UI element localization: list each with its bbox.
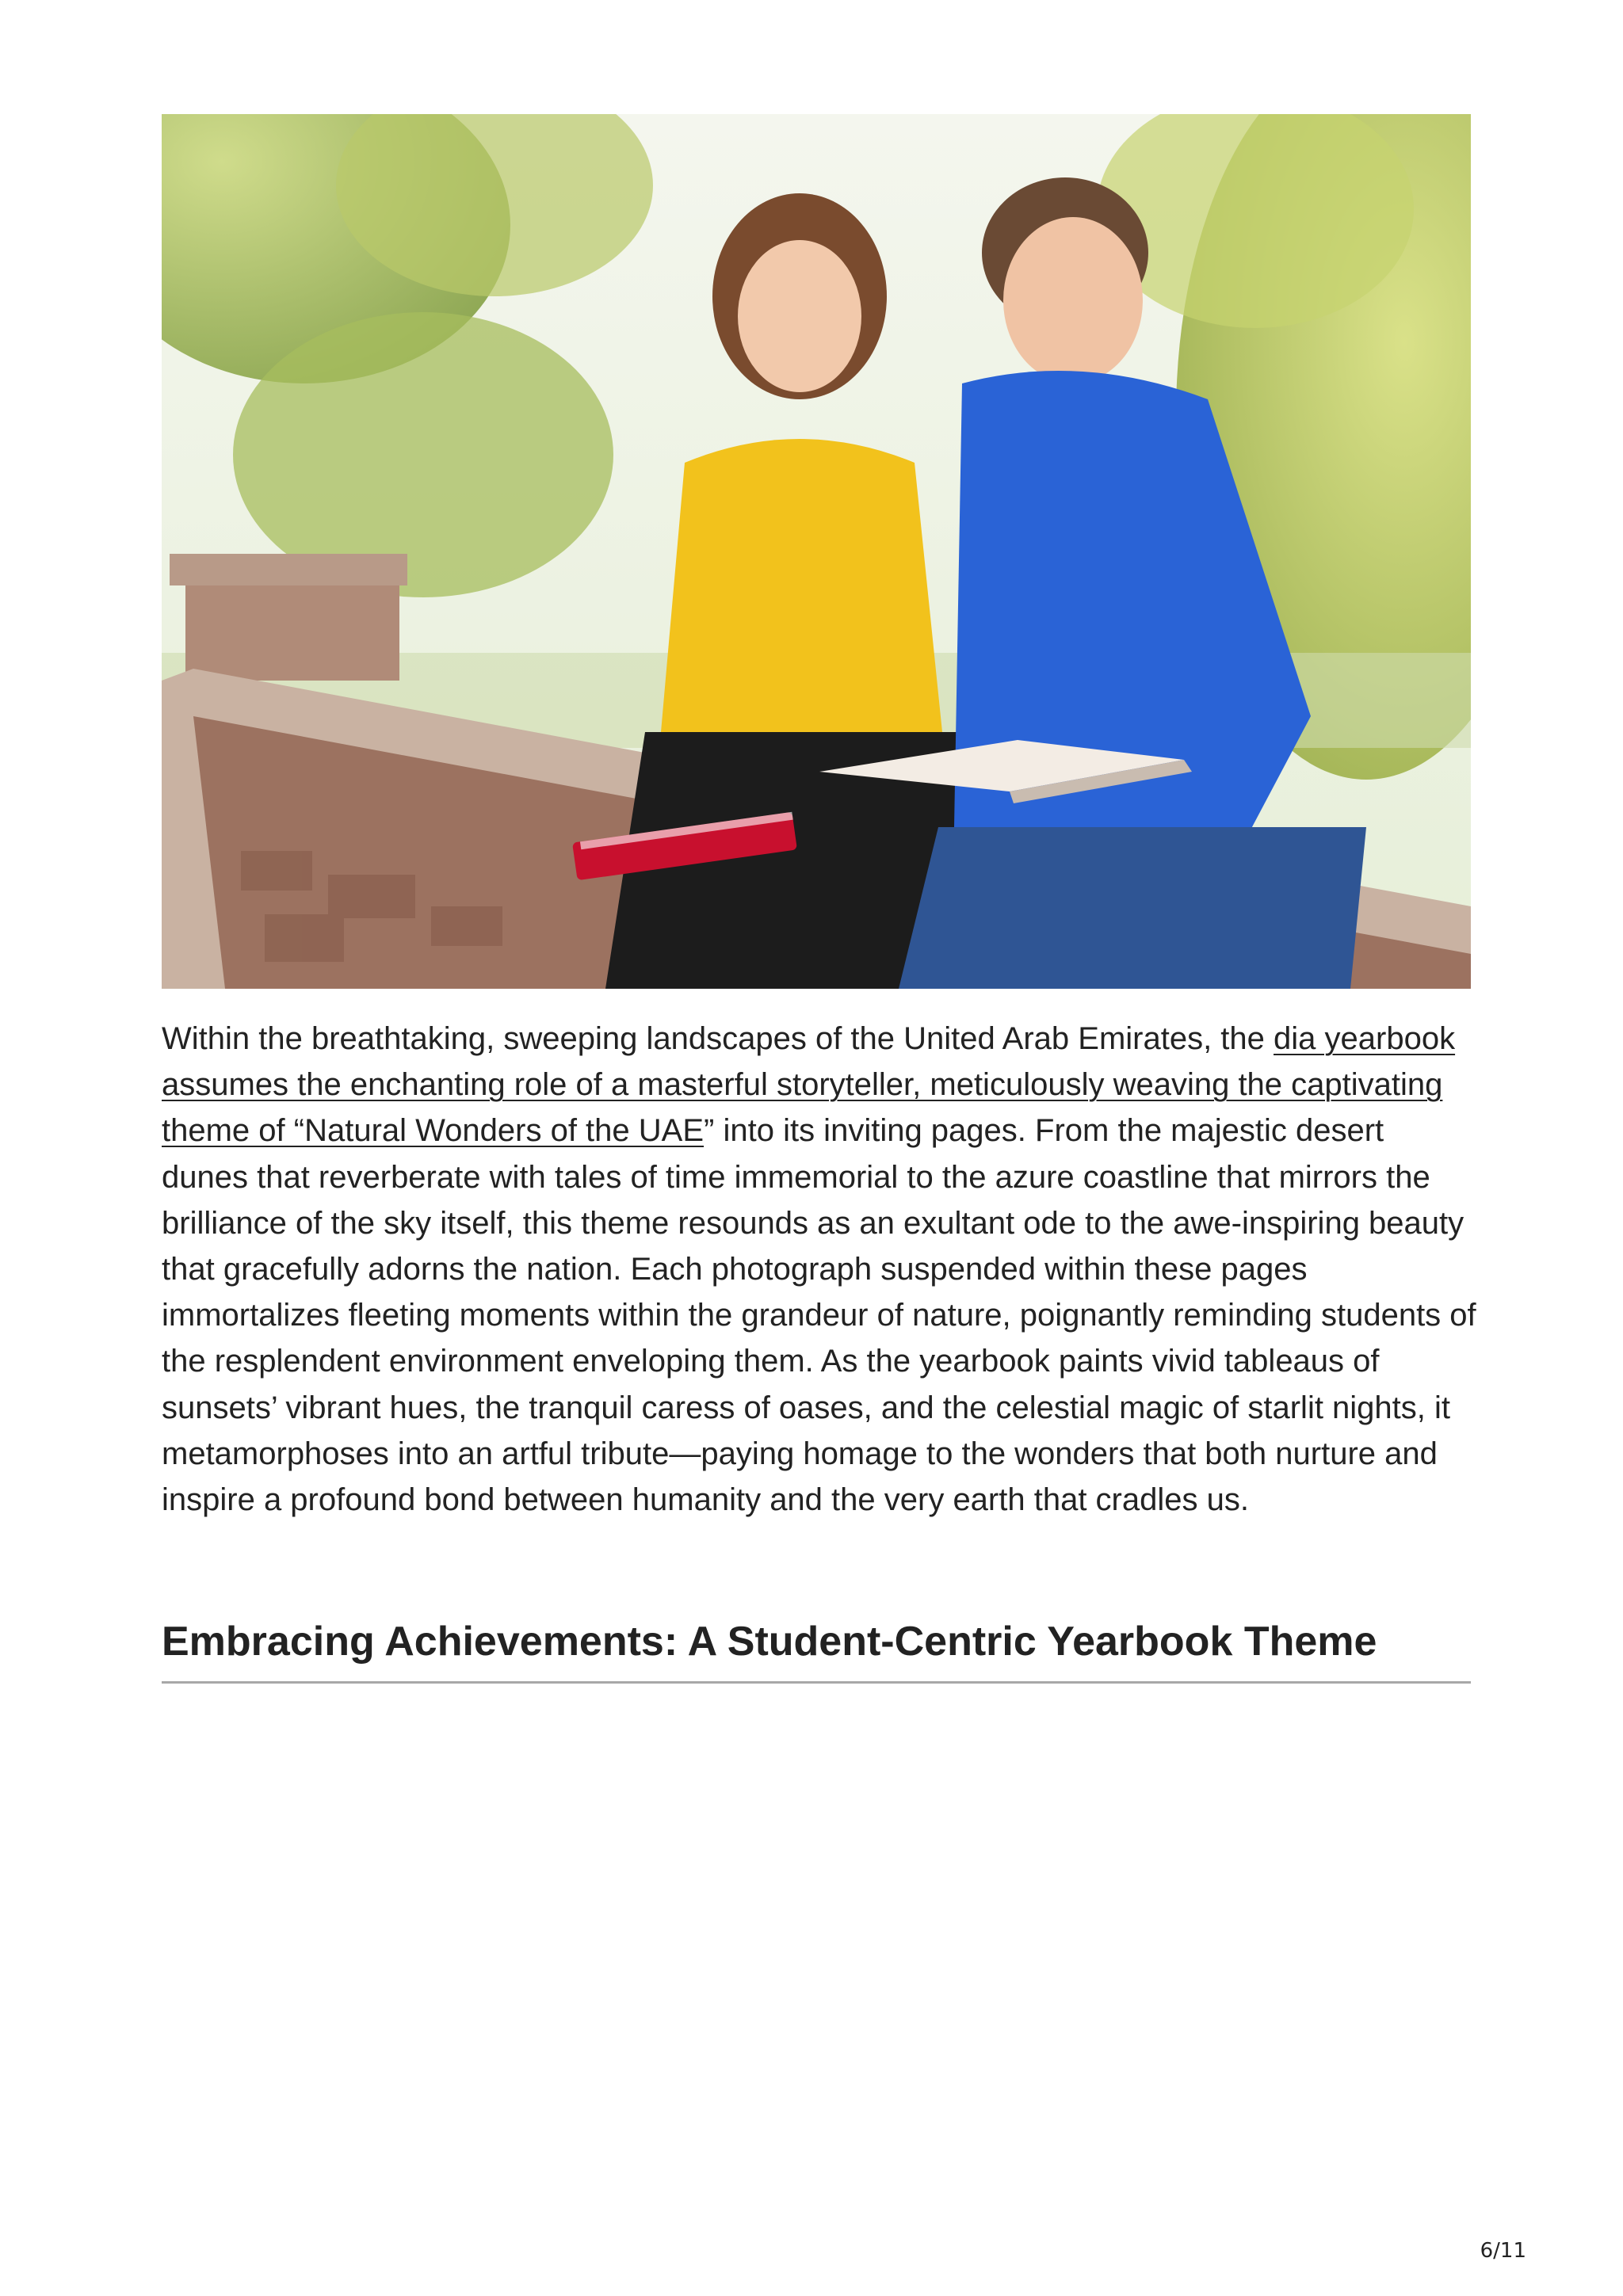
page-number: 6/11 xyxy=(1480,2239,1526,2263)
hero-photo xyxy=(162,114,1471,989)
paragraph-intro: Within the breathtaking, sweeping landscapes of the United Arab Emirates, the xyxy=(162,1021,1274,1056)
paragraph-rest: ” into its inviting pages. From the majestic desert dunes that reverberate with tales of time immemorial to the azure coastline that mirrors the brilliance of the sky itself, this theme resounds as an exultant ode to the awe-inspiring beauty that gracefully adorns the nation. Each photograph suspended within these pages immortalizes fleeting moments within the grandeur of nature, poignantly reminding students of the resplendent environment enveloping them. As the yearbook paints vivid tableaus of sunsets’ vibrant hues, the tranquil caress of oases, and the celestial magic of starlit nights, it metamorphoses into an artful tribute—paying homage to the wonders that both nurture and inspire a profound bond between humanity and the very earth that cradles us. xyxy=(162,1113,1476,1518)
body-paragraph xyxy=(162,1016,1477,1523)
students-reading-illustration xyxy=(162,114,1471,989)
dia-yearbook-link[interactable]: dia yearbook assumes the enchanting role of a masterful storyteller, meticulously weaving the captivating theme of “Natural Wonders of the UAE xyxy=(162,1021,1456,1149)
section-heading: Embracing Achievements: A Student-Centric Yearbook Theme xyxy=(162,1613,1471,1684)
